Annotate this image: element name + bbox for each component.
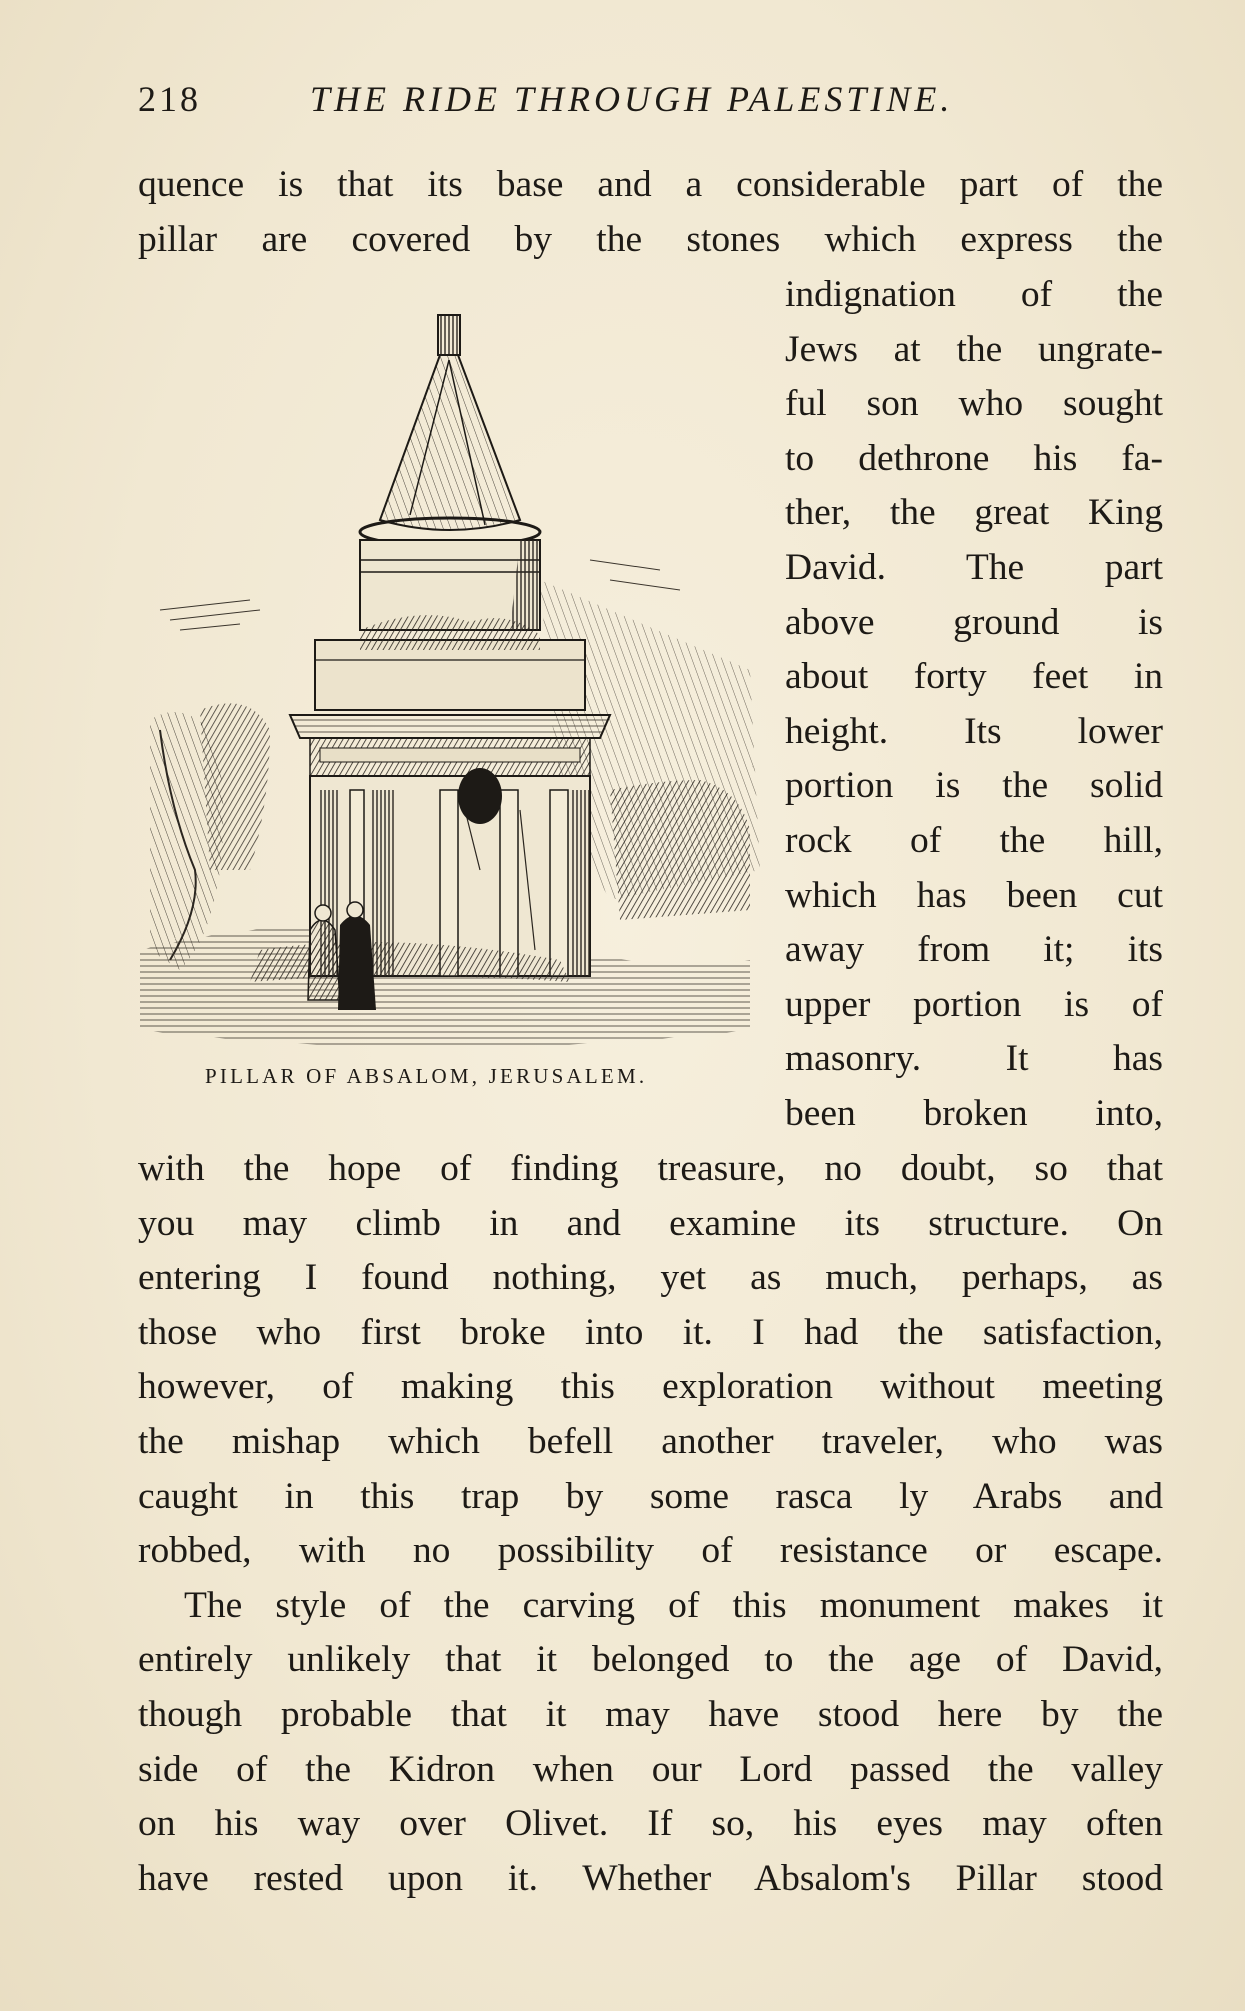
text-line: height. Its lower (785, 710, 1163, 752)
text-line: side of the Kidron when our Lord passed the valley (138, 1748, 1163, 1790)
text-line: however, of making this exploration without meeting (138, 1366, 1163, 1408)
text-line: though probable that it may have stood here by the (138, 1693, 1163, 1735)
text-line: about forty feet in (785, 656, 1163, 698)
text-line: quence is that its base and a considerable part of the (138, 164, 1163, 205)
engraving-illustration (140, 310, 760, 1065)
text-line: you may climb in and examine its structure. On (138, 1202, 1163, 1244)
text-line: The style of the carving of this monument makes it (184, 1584, 1163, 1626)
text-line: which has been cut (785, 874, 1163, 916)
running-title: THE RIDE THROUGH PALESTINE. (310, 79, 954, 119)
text-line: robbed, with no possibility of resistance or escape. (138, 1530, 1163, 1572)
bottom-paragraph-lines (138, 1142, 1163, 1906)
text-line: ful son who sought (785, 383, 1163, 425)
wrap-around-text (785, 268, 1163, 1142)
engraving-pillar-of-absalom (140, 310, 760, 1065)
text-line: entering I found nothing, yet as much, perhaps, as (138, 1257, 1163, 1299)
text-line: upper portion is of (785, 983, 1163, 1025)
text-line: to dethrone his fa- (785, 437, 1163, 479)
text-line: David. The part (785, 546, 1163, 588)
text-line: indignation of the (785, 274, 1163, 315)
text-line: those who first broke into it. I had the satisfaction, (138, 1311, 1163, 1353)
text-line: Jews at the ungrate- (785, 328, 1163, 370)
text-line: have rested upon it. Whether Absalom's Pillar stood (138, 1857, 1163, 1899)
page-number: 218 (138, 79, 201, 119)
text-line: been broken into, (785, 1092, 1163, 1134)
text-line: pillar are covered by the stones which express the (138, 218, 1163, 260)
running-header (138, 78, 998, 128)
text-line: caught in this trap by some rasca ly Arabs and (138, 1475, 1163, 1517)
text-line: masonry. It has (785, 1038, 1163, 1080)
text-line: rock of the hill, (785, 819, 1163, 861)
text-line: the mishap which befell another traveler, who was (138, 1420, 1163, 1462)
text-line: away from it; its (785, 929, 1163, 971)
text-line: with the hope of finding treasure, no doubt, so that (138, 1148, 1163, 1189)
top-paragraph-lines (138, 158, 1163, 267)
text-line: portion is the solid (785, 765, 1163, 807)
text-line: on his way over Olivet. If so, his eyes may often (138, 1803, 1163, 1845)
text-line: ther, the great King (785, 492, 1163, 534)
text-line: entirely unlikely that it belonged to the age of David, (138, 1639, 1163, 1681)
text-line: above ground is (785, 601, 1163, 643)
figure-caption: PILLAR OF ABSALOM, JERUSALEM. (205, 1064, 648, 1088)
